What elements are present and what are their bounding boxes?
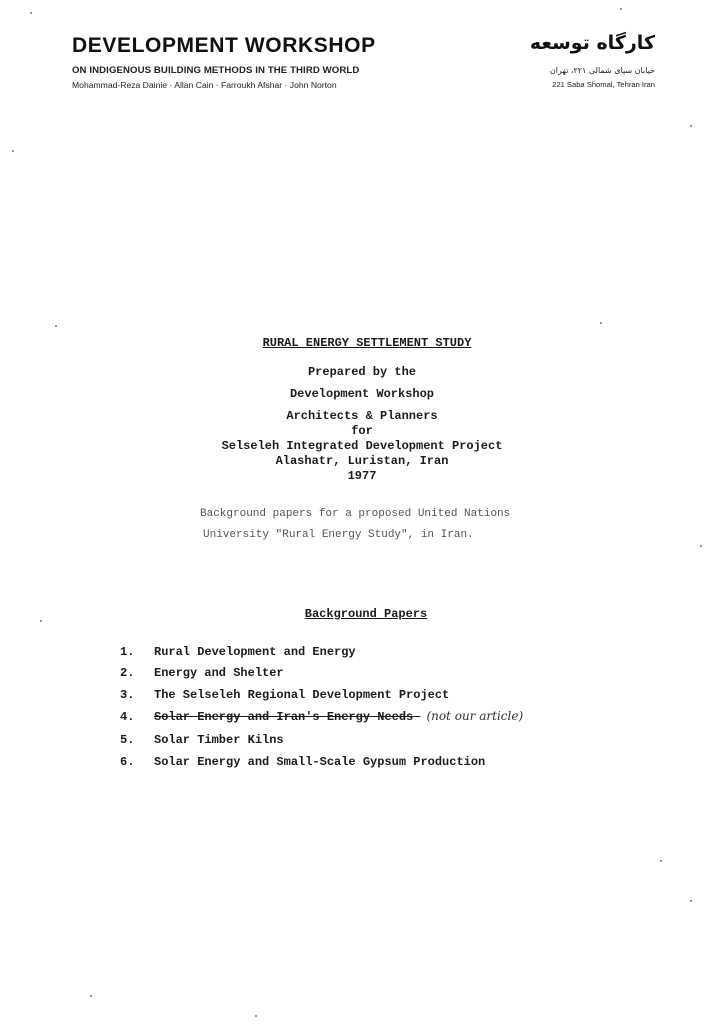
list-item [120,755,485,769]
letterhead-persian-address: خیابان سپای شمالی ۲۲۱، تهران [549,66,655,75]
scan-speck [30,12,32,14]
list-item [120,645,356,659]
list-item-title: Solar Energy and Iran's Energy Needs [154,710,414,724]
list-item [120,709,523,724]
letterhead-subtitle: ON INDIGENOUS BUILDING METHODS IN THE THIRD WORLD [72,65,360,76]
scan-speck [600,322,602,324]
prepared-line: Prepared by the [307,365,417,379]
scan-speck [12,150,14,152]
prepared-line: Selseleh Integrated Development Project [221,439,503,453]
letterhead-names: Mohammad-Reza Dainie · Allan Cain · Farroukh Afshar · John Norton [72,80,337,90]
list-item-number: 4. [120,710,135,724]
prepared-line: Development Workshop [289,387,435,401]
list-item [120,733,284,747]
list-item [120,666,284,680]
prepared-line: for [351,424,373,438]
list-item [120,688,449,702]
prepared-line: Architects & Planners [286,409,438,423]
list-item-number: 5. [120,733,135,747]
list-item-number: 6. [120,755,135,769]
list-item-number: 3. [120,688,135,702]
list-item-title: Rural Development and Energy [154,645,356,659]
scan-speck [40,620,42,622]
scan-speck [660,860,662,862]
list-item-title: The Selseleh Regional Development Project [154,688,450,702]
scan-speck [255,1015,257,1017]
scan-speck [90,995,92,997]
note-line: Background papers for a proposed United Nations [200,508,511,520]
list-item-title: Solar Timber Kilns [154,733,284,747]
list-item-title: Solar Energy and Small-Scale Gypsum Production [154,755,486,769]
prepared-line: Alashatr, Luristan, Iran [275,454,449,468]
scan-speck [700,545,702,547]
letterhead-title: DEVELOPMENT WORKSHOP [72,34,376,57]
document-title: RURAL ENERGY SETTLEMENT STUDY [262,336,472,350]
list-item-number: 1. [120,645,135,659]
letterhead-persian-title: کارگاه توسعه [529,32,655,54]
scan-speck [55,325,57,327]
background-papers-heading: Background Papers [304,607,428,621]
handwritten-note: (not our article) [426,709,524,723]
note-line: University "Rural Energy Study", in Iran. [203,529,474,541]
list-item-number: 2. [120,666,135,680]
scan-speck [620,8,622,10]
scan-speck [690,900,692,902]
prepared-line: 1977 [347,469,377,483]
scan-speck [690,125,692,127]
letterhead-english-address: 221 Saba Shomal, Tehran Iran [552,80,655,89]
list-item-title: Energy and Shelter [154,666,284,680]
